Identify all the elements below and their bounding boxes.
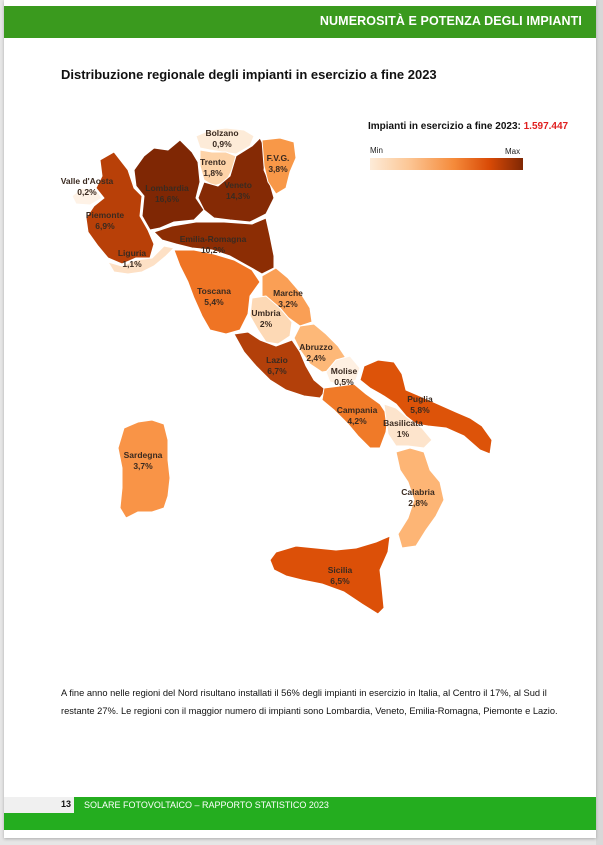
legend-total: 1.597.447 bbox=[523, 121, 569, 132]
label-fvg: F.V.G. 3,8% bbox=[266, 153, 290, 174]
label-liguria: Liguria 1,1% bbox=[117, 248, 147, 269]
legend-min-label: Min bbox=[370, 146, 383, 155]
label-umbria: Umbria 2% bbox=[251, 308, 281, 329]
label-marche: Marche 3,2% bbox=[273, 288, 303, 309]
section-title: Distribuzione regionale degli impianti in esercizio a fine 2023 bbox=[61, 67, 437, 82]
label-lazio: Lazio 6,7% bbox=[266, 355, 288, 376]
label-sicilia: Sicilia 6,5% bbox=[327, 565, 353, 586]
label-bolzano: Bolzano 0,9% bbox=[205, 128, 239, 149]
label-molise: Molise 0,5% bbox=[330, 366, 358, 387]
italy-choropleth-map bbox=[4, 0, 596, 680]
label-toscana: Toscana 5,4% bbox=[197, 286, 231, 307]
label-abruzzo: Abruzzo 2,4% bbox=[299, 342, 333, 363]
label-basilicata: Basilicata 1% bbox=[383, 418, 423, 439]
legend-title-text: Impianti in esercizio a fine 2023: bbox=[368, 121, 524, 132]
header-title: NUMEROSITÀ E POTENZA DEGLI IMPIANTI bbox=[319, 14, 582, 28]
label-sardegna: Sardegna 3,7% bbox=[123, 450, 163, 471]
label-emilia-romagna: Emilia-Romagna 10,2% bbox=[179, 234, 247, 255]
page-edge-shadow bbox=[596, 0, 603, 845]
page-number: 13 bbox=[61, 799, 72, 809]
label-veneto: Veneto 14,3% bbox=[224, 180, 252, 201]
label-puglia: Puglia 5,8% bbox=[407, 394, 433, 415]
label-lombardia: Lombardia 16,6% bbox=[145, 183, 189, 204]
label-calabria: Calabria 2,8% bbox=[401, 487, 435, 508]
label-campania: Campania 4,2% bbox=[336, 405, 378, 426]
label-piemonte: Piemonte 6,9% bbox=[85, 210, 125, 231]
body-paragraph: A fine anno nelle regioni del Nord risultano installati il 56% degli impianti in esercizio in Italia, al Centro il 17%, al Sud il restante 27%. Le regioni con il maggior numero di impianti sono Lombardia, Veneto, Emilia-Romagna, Piemonte e Lazio. bbox=[61, 688, 558, 716]
legend-max-label: Max bbox=[505, 147, 521, 156]
document-page bbox=[4, 0, 596, 838]
label-trento: Trento 1,8% bbox=[200, 157, 226, 178]
label-valle-daosta: Valle d'Aosta 0,2% bbox=[60, 176, 114, 197]
footer-title: SOLARE FOTOVOLTAICO – RAPPORTO STATISTICO 2023 bbox=[84, 800, 329, 810]
